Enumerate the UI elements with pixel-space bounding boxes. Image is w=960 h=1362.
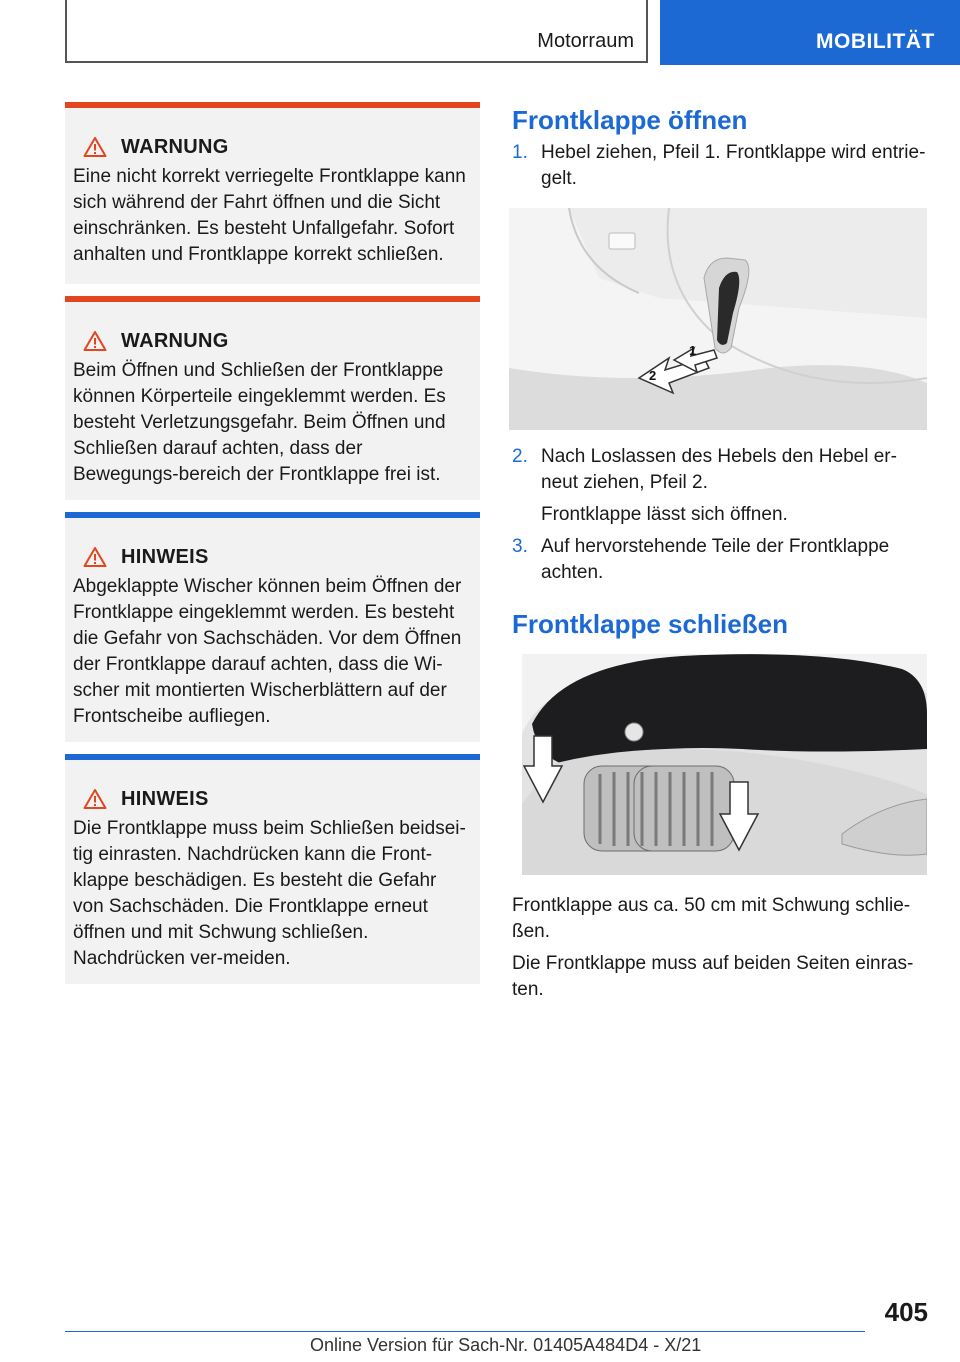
section-heading-close: Frontklappe schließen [512, 609, 788, 639]
footer-divider [65, 1331, 865, 1332]
warning-triangle-icon [83, 136, 107, 158]
step-item [512, 444, 927, 528]
notice-title: HINWEIS [121, 545, 209, 568]
hint-notice [65, 512, 480, 742]
notice-header [73, 786, 472, 812]
step-item [512, 534, 927, 586]
notice-header [73, 328, 472, 354]
page-number: 405 [884, 1297, 928, 1327]
step-text: Hebel ziehen, Pfeil 1. Frontklappe wird entrie-gelt. [541, 142, 926, 189]
content-column [512, 102, 927, 1009]
warning-notice [65, 296, 480, 500]
step-text: Nach Loslassen des Hebels den Hebel er-neut ziehen, Pfeil 2. [541, 446, 897, 493]
steps-list [512, 140, 927, 192]
header-section-title: Motorraum [537, 30, 634, 52]
footer-version-text: Online Version für Sach-Nr. 01405A484D4 - X/21 [310, 1335, 702, 1355]
header-chapter-tab [660, 0, 960, 65]
step-text: Auf hervorstehende Teile der Frontklappe achten. [541, 536, 890, 583]
arrow-label-1: 1 [689, 343, 697, 358]
warning-triangle-icon [83, 330, 107, 352]
notice-title: WARNUNG [121, 135, 229, 158]
warning-triangle-icon [83, 788, 107, 810]
hood-closing-illustration [522, 654, 927, 875]
step-note: Frontklappe lässt sich öffnen. [541, 504, 788, 525]
step-item [512, 140, 927, 192]
header-chapter-title: MOBILITÄT [816, 30, 935, 53]
close-paragraph: Die Frontklappe muss auf beiden Seiten einras-ten. [512, 953, 914, 1000]
notice-title: WARNUNG [121, 329, 229, 352]
step-number: 1. [512, 142, 528, 163]
notice-text: Eine nicht korrekt verriegelte Frontklappe kann sich während der Fahrt öffnen und die Sicht einschränken. Es besteht Unfallgefahr. Sofort anhalten und Frontklappe korrekt schließen. [73, 166, 466, 265]
notice-header [73, 544, 472, 570]
notice-header [73, 134, 472, 160]
notice-text: Abgeklappte Wischer können beim Öffnen der Frontklappe eingeklemmt werden. Es besteht die Gefahr von Sachschäden. Vor dem Öffnen der Frontklappe darauf achten, dass die Wi-scher mit montierten Wischerblättern auf der Frontscheibe aufliegen. [73, 576, 462, 727]
warning-triangle-icon [83, 546, 107, 568]
step-number: 3. [512, 536, 528, 557]
close-paragraph: Frontklappe aus ca. 50 cm mit Schwung schlie-ßen. [512, 895, 911, 942]
hint-notice [65, 754, 480, 984]
notice-text: Die Frontklappe muss beim Schließen beidsei-tig einrasten. Nachdrücken kann die Front-klappe beschädigen. Es besteht die Gefahr von Sachschäden. Die Frontklappe erneut öffnen und mit Schwung schließen. Nachdrücken ver-meiden. [73, 818, 466, 969]
arrow-label-2: 2 [649, 368, 657, 383]
steps-list [512, 444, 927, 586]
header-section-box [65, 0, 648, 63]
hood-release-lever-illustration [509, 208, 927, 430]
notice-title: HINWEIS [121, 787, 209, 810]
step-number: 2. [512, 446, 528, 467]
notice-column [65, 102, 480, 996]
section-heading-open: Frontklappe öffnen [512, 105, 748, 135]
notice-text: Beim Öffnen und Schließen der Frontklappe können Körperteile eingeklemmt werden. Es besteht Verletzungsgefahr. Beim Öffnen und Schließen darauf achten, dass der Bewegungs-bereich der Frontklappe frei ist. [73, 360, 446, 485]
warning-notice [65, 102, 480, 284]
